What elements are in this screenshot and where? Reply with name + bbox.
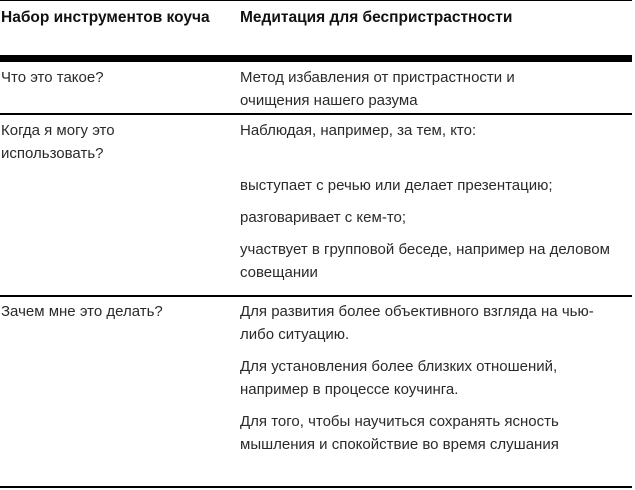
row-paragraph: Для установления более близких отношений, например в процессе коучинга. bbox=[240, 358, 558, 398]
row-label: Когда я могу это использовать? bbox=[1, 122, 115, 162]
header-toolkit-title: Набор инструментов коуча bbox=[1, 9, 210, 26]
table-row-why bbox=[0, 300, 632, 485]
table-header bbox=[0, 6, 632, 55]
row-paragraph: Для развития более объективного взгляда на чью-либо ситуацию. bbox=[240, 303, 594, 343]
row-divider bbox=[0, 295, 632, 297]
row-label: Зачем мне это делать? bbox=[1, 303, 163, 320]
table-row-when bbox=[0, 119, 632, 294]
row-paragraph: разговаривает с кем-то; bbox=[240, 209, 407, 226]
table-top-rule bbox=[0, 0, 632, 1]
row-paragraph: Наблюдая, например, за тем, кто: bbox=[240, 122, 477, 139]
row-content bbox=[240, 119, 630, 293]
row-divider bbox=[0, 113, 632, 115]
row-label: Что это такое? bbox=[1, 69, 104, 86]
row-paragraph: выступает с речью или делает презентацию; bbox=[240, 177, 553, 194]
table-bottom-rule bbox=[0, 486, 632, 488]
row-paragraph: Для того, чтобы научиться сохранять ясность мышления и спокойствие во время слушания bbox=[240, 413, 559, 453]
row-paragraph: Метод избавления от пристрастности и очищения нашего разума bbox=[240, 69, 515, 109]
row-paragraph: участвует в групповой беседе, например на деловом совещании bbox=[240, 241, 610, 281]
row-content bbox=[240, 300, 630, 465]
header-divider-rule bbox=[0, 55, 632, 62]
table-row-what bbox=[0, 66, 632, 112]
header-technique-title: Медитация для беспристрастности bbox=[240, 9, 513, 26]
